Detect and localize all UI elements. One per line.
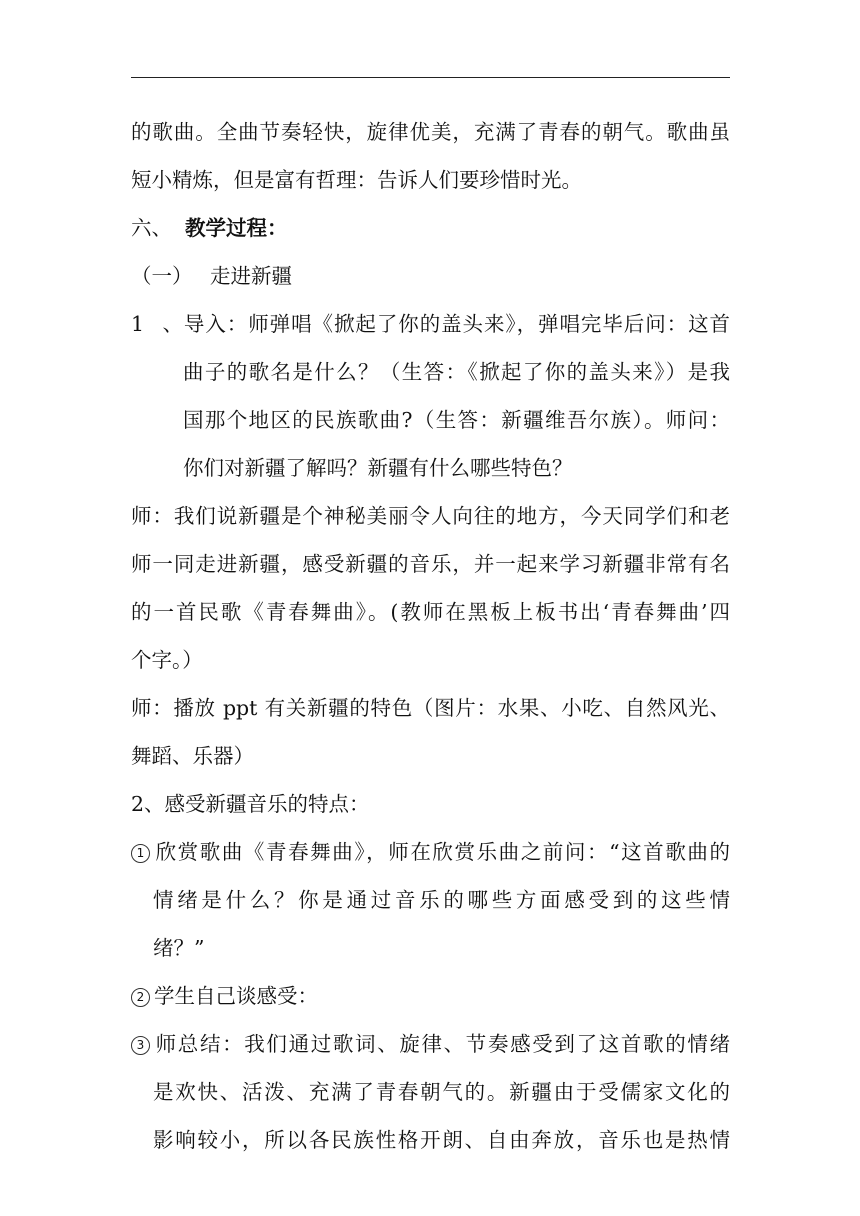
list-item-1 [131,300,730,348]
circled-item-1 [131,828,730,876]
text-line: 的歌曲。全曲节奏轻快，旋律优美，充满了青春的朝气。歌曲虽 [131,120,730,144]
text-line: 短小精炼，但是富有哲理：告诉人们要珍惜时光。 [131,168,582,192]
text-line: 师一同走进新疆，感受新疆的音乐，并一起来学习新疆非常有名 [131,552,730,576]
text-line: 的一首民歌《青春舞曲》。(教师在黑板上板书出‘青春舞曲’四 [131,600,730,624]
document-body [131,108,730,1164]
circled-item-2 [131,972,730,1020]
text-line: 欣赏歌曲《青春舞曲》，师在欣赏乐曲之前问：“这首歌曲的 [154,840,730,864]
section-title: 教学过程： [185,216,288,240]
section-heading [131,204,730,252]
text-line: 师总结：我们通过歌词、旋律、节奏感受到了这首歌的情绪 [154,1032,730,1056]
text-line: 你们对新疆了解吗？新疆有什么哪些特色？ [183,456,573,480]
circled-number: 1 [131,844,150,863]
text-line: 师：我们说新疆是个神秘美丽令人向往的地方，今天同学们和老 [131,504,730,528]
header-rule [131,77,730,78]
text-line: 情绪是什么？你是通过音乐的哪些方面感受到的这些情 [153,888,730,912]
text-line: 绪？” [153,936,205,960]
subsection-title: 走进新疆 [210,264,292,288]
text-line: 是欢快、活泼、充满了青春朝气的。新疆由于受儒家文化的 [153,1080,730,1104]
circled-number: 3 [131,1036,150,1055]
list-item-2: 2、感受新疆音乐的特点： [131,792,370,816]
section-number: 六、 [131,216,172,240]
text-line: 国那个地区的民族歌曲?（生答：新疆维吾尔族）。师问： [183,408,730,432]
text-line: 学生自己谈感受： [154,984,318,1008]
text-line: 导入：师弹唱《掀起了你的盖头来》，弹唱完毕后问：这首 [183,312,730,336]
subsection-number: （一） [131,264,193,288]
text-line: 舞蹈、乐器） [131,744,254,768]
circled-item-3 [131,1020,730,1068]
text-line: 个字。） [131,648,203,672]
subsection-heading [131,252,730,300]
text-line: 曲子的歌名是什么？（生答：《掀起了你的盖头来》）是我 [183,360,730,384]
text-line: 影响较小，所以各民族性格开朗、自由奔放，音乐也是热情 [153,1128,730,1152]
circled-number: 2 [131,988,150,1007]
list-number: 1、 [131,312,183,336]
text-line: 师：播放 ppt 有关新疆的特色（图片：水果、小吃、自然风光、 [131,696,730,720]
